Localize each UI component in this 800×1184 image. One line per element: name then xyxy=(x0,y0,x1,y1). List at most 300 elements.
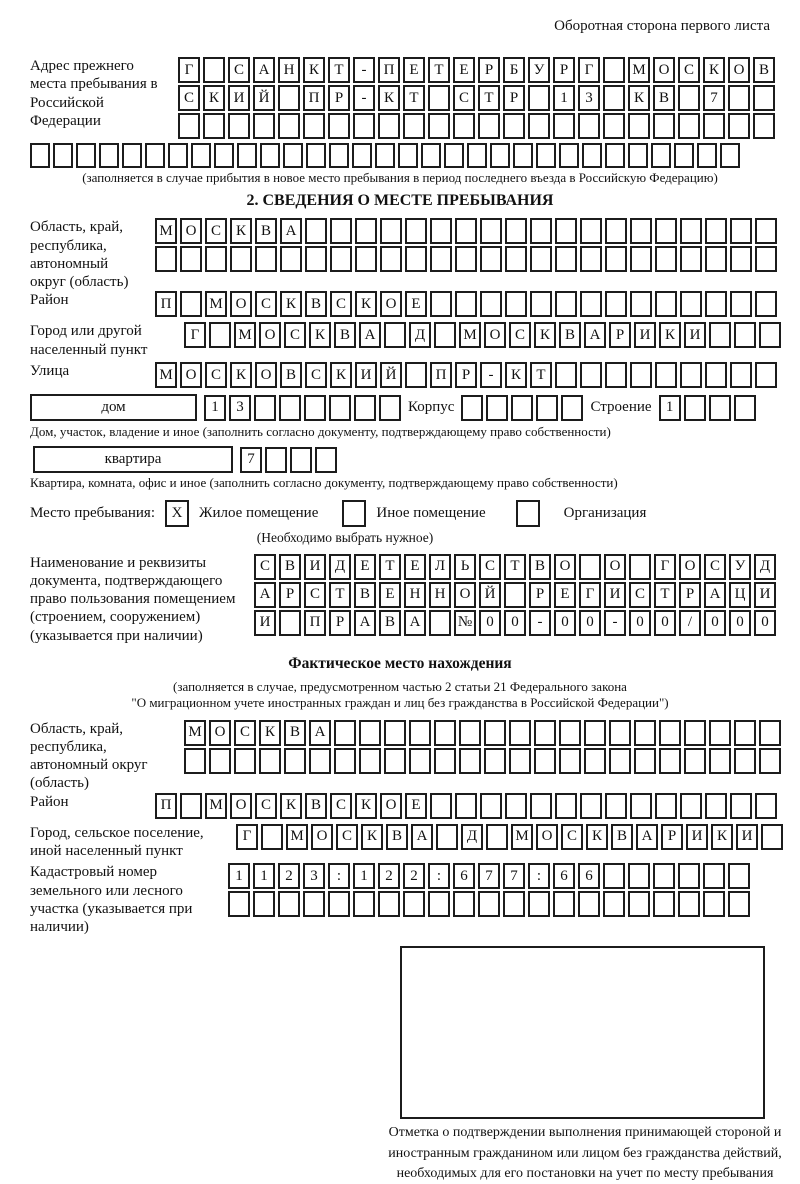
char-box[interactable] xyxy=(705,246,727,272)
checkbox-residential[interactable]: X xyxy=(165,500,189,527)
checkbox-organization[interactable] xyxy=(516,500,540,527)
char-box[interactable] xyxy=(511,395,533,421)
char-box[interactable]: В xyxy=(653,85,675,111)
char-box[interactable] xyxy=(436,824,458,850)
char-box[interactable] xyxy=(553,891,575,917)
char-box[interactable] xyxy=(680,793,702,819)
char-box[interactable] xyxy=(434,748,456,774)
char-box[interactable] xyxy=(384,748,406,774)
char-box[interactable]: К xyxy=(505,362,527,388)
char-box[interactable] xyxy=(354,395,376,421)
char-box[interactable]: Е xyxy=(404,554,426,580)
char-box[interactable]: Т xyxy=(654,582,676,608)
char-box[interactable]: В xyxy=(611,824,633,850)
char-box[interactable]: Ь xyxy=(454,554,476,580)
char-box[interactable]: А xyxy=(359,322,381,348)
char-box[interactable]: Е xyxy=(379,582,401,608)
char-box[interactable]: Р xyxy=(279,582,301,608)
char-box[interactable]: Р xyxy=(679,582,701,608)
char-box[interactable] xyxy=(490,143,510,168)
char-box[interactable]: К xyxy=(259,720,281,746)
char-box[interactable] xyxy=(330,246,352,272)
char-box[interactable] xyxy=(674,143,694,168)
char-box[interactable] xyxy=(684,748,706,774)
char-box[interactable] xyxy=(630,362,652,388)
char-box[interactable]: С xyxy=(304,582,326,608)
char-box[interactable] xyxy=(191,143,211,168)
char-box[interactable] xyxy=(709,720,731,746)
char-box[interactable]: А xyxy=(354,610,376,636)
char-box[interactable] xyxy=(234,748,256,774)
char-box[interactable]: Р xyxy=(329,610,351,636)
char-box[interactable] xyxy=(709,748,731,774)
char-box[interactable] xyxy=(709,322,731,348)
char-box[interactable] xyxy=(453,113,475,139)
char-box[interactable] xyxy=(375,143,395,168)
char-box[interactable]: Б xyxy=(503,57,525,83)
char-box[interactable] xyxy=(605,291,627,317)
char-box[interactable] xyxy=(99,143,119,168)
char-box[interactable]: Т xyxy=(379,554,401,580)
char-box[interactable] xyxy=(755,246,777,272)
char-box[interactable]: О xyxy=(311,824,333,850)
char-box[interactable] xyxy=(684,720,706,746)
char-box[interactable] xyxy=(467,143,487,168)
char-box[interactable]: И xyxy=(254,610,276,636)
char-box[interactable] xyxy=(53,143,73,168)
char-box[interactable]: Г xyxy=(578,57,600,83)
char-box[interactable] xyxy=(260,143,280,168)
char-box[interactable] xyxy=(168,143,188,168)
char-box[interactable] xyxy=(728,113,750,139)
char-box[interactable]: 1 xyxy=(353,863,375,889)
char-box[interactable]: П xyxy=(304,610,326,636)
char-box[interactable]: В xyxy=(305,291,327,317)
char-box[interactable]: К xyxy=(230,218,252,244)
char-box[interactable]: О xyxy=(728,57,750,83)
char-box[interactable]: - xyxy=(353,85,375,111)
char-box[interactable] xyxy=(651,143,671,168)
char-box[interactable] xyxy=(705,218,727,244)
char-box[interactable]: И xyxy=(684,322,706,348)
char-box[interactable] xyxy=(315,447,337,473)
char-box[interactable] xyxy=(530,291,552,317)
char-box[interactable]: Г xyxy=(236,824,258,850)
char-box[interactable]: - xyxy=(480,362,502,388)
char-box[interactable] xyxy=(730,246,752,272)
char-box[interactable]: О xyxy=(230,793,252,819)
char-box[interactable] xyxy=(330,218,352,244)
char-box[interactable] xyxy=(734,395,756,421)
char-box[interactable]: Р xyxy=(609,322,631,348)
char-box[interactable] xyxy=(265,447,287,473)
char-box[interactable] xyxy=(629,554,651,580)
char-box[interactable]: О xyxy=(454,582,476,608)
char-box[interactable] xyxy=(352,143,372,168)
char-box[interactable]: № xyxy=(454,610,476,636)
char-box[interactable] xyxy=(582,143,602,168)
char-box[interactable]: 0 xyxy=(579,610,601,636)
char-box[interactable] xyxy=(555,246,577,272)
char-box[interactable] xyxy=(353,113,375,139)
char-box[interactable] xyxy=(605,143,625,168)
char-box[interactable]: С xyxy=(704,554,726,580)
char-box[interactable]: Ц xyxy=(729,582,751,608)
char-box[interactable] xyxy=(484,720,506,746)
char-box[interactable] xyxy=(553,113,575,139)
char-box[interactable] xyxy=(122,143,142,168)
char-box[interactable] xyxy=(503,891,525,917)
char-box[interactable]: М xyxy=(234,322,256,348)
char-box[interactable] xyxy=(228,113,250,139)
char-box[interactable]: Р xyxy=(478,57,500,83)
char-box[interactable]: О xyxy=(380,793,402,819)
char-box[interactable]: 6 xyxy=(453,863,475,889)
char-box[interactable]: А xyxy=(636,824,658,850)
char-box[interactable] xyxy=(555,362,577,388)
char-box[interactable] xyxy=(209,322,231,348)
char-box[interactable] xyxy=(403,891,425,917)
char-box[interactable] xyxy=(728,85,750,111)
char-box[interactable] xyxy=(180,291,202,317)
char-box[interactable] xyxy=(359,748,381,774)
char-box[interactable] xyxy=(703,863,725,889)
char-box[interactable] xyxy=(278,85,300,111)
char-box[interactable]: М xyxy=(155,362,177,388)
char-box[interactable]: П xyxy=(430,362,452,388)
char-box[interactable] xyxy=(580,218,602,244)
char-box[interactable]: С xyxy=(228,57,250,83)
char-box[interactable] xyxy=(505,291,527,317)
char-box[interactable]: 0 xyxy=(754,610,776,636)
char-box[interactable]: 1 xyxy=(659,395,681,421)
char-box[interactable]: М xyxy=(286,824,308,850)
char-box[interactable] xyxy=(421,143,441,168)
char-box[interactable]: С xyxy=(254,554,276,580)
char-box[interactable] xyxy=(329,395,351,421)
char-box[interactable] xyxy=(259,748,281,774)
char-box[interactable] xyxy=(230,246,252,272)
char-box[interactable]: - xyxy=(529,610,551,636)
char-box[interactable]: С xyxy=(453,85,475,111)
char-box[interactable]: А xyxy=(404,610,426,636)
char-box[interactable] xyxy=(755,793,777,819)
char-box[interactable] xyxy=(459,720,481,746)
char-box[interactable]: К xyxy=(628,85,650,111)
char-box[interactable] xyxy=(505,793,527,819)
char-box[interactable] xyxy=(534,720,556,746)
char-box[interactable] xyxy=(380,218,402,244)
char-box[interactable] xyxy=(530,246,552,272)
char-box[interactable] xyxy=(444,143,464,168)
char-box[interactable] xyxy=(680,291,702,317)
char-box[interactable] xyxy=(536,143,556,168)
char-box[interactable] xyxy=(755,218,777,244)
char-box[interactable]: Д xyxy=(461,824,483,850)
char-box[interactable]: А xyxy=(309,720,331,746)
char-box[interactable]: 6 xyxy=(553,863,575,889)
char-box[interactable] xyxy=(434,322,456,348)
char-box[interactable]: В xyxy=(305,793,327,819)
char-box[interactable]: О xyxy=(380,291,402,317)
char-box[interactable] xyxy=(578,891,600,917)
char-box[interactable] xyxy=(505,218,527,244)
char-box[interactable] xyxy=(528,891,550,917)
char-box[interactable]: В xyxy=(379,610,401,636)
char-box[interactable] xyxy=(559,720,581,746)
char-box[interactable] xyxy=(455,218,477,244)
char-box[interactable] xyxy=(580,246,602,272)
char-box[interactable]: 3 xyxy=(578,85,600,111)
char-box[interactable]: 1 xyxy=(553,85,575,111)
char-box[interactable] xyxy=(178,113,200,139)
char-box[interactable] xyxy=(329,143,349,168)
char-box[interactable]: В xyxy=(255,218,277,244)
char-box[interactable]: Л xyxy=(429,554,451,580)
char-box[interactable] xyxy=(559,143,579,168)
char-box[interactable] xyxy=(209,748,231,774)
char-box[interactable] xyxy=(653,891,675,917)
char-box[interactable]: Т xyxy=(478,85,500,111)
char-box[interactable] xyxy=(76,143,96,168)
char-box[interactable]: В xyxy=(279,554,301,580)
house-field[interactable] xyxy=(30,394,197,421)
char-box[interactable] xyxy=(278,113,300,139)
char-box[interactable] xyxy=(584,748,606,774)
char-box[interactable]: К xyxy=(355,793,377,819)
char-box[interactable]: Г xyxy=(184,322,206,348)
char-box[interactable] xyxy=(678,85,700,111)
char-box[interactable] xyxy=(680,218,702,244)
char-box[interactable]: М xyxy=(155,218,177,244)
char-box[interactable] xyxy=(253,891,275,917)
char-box[interactable] xyxy=(561,395,583,421)
char-box[interactable] xyxy=(603,57,625,83)
char-box[interactable] xyxy=(334,748,356,774)
char-box[interactable]: О xyxy=(604,554,626,580)
char-box[interactable] xyxy=(205,246,227,272)
char-box[interactable] xyxy=(279,395,301,421)
char-box[interactable] xyxy=(430,218,452,244)
char-box[interactable] xyxy=(605,793,627,819)
char-box[interactable] xyxy=(430,793,452,819)
char-box[interactable]: Д xyxy=(754,554,776,580)
char-box[interactable] xyxy=(730,362,752,388)
char-box[interactable] xyxy=(603,85,625,111)
char-box[interactable]: Е xyxy=(354,554,376,580)
char-box[interactable] xyxy=(630,246,652,272)
char-box[interactable]: 0 xyxy=(479,610,501,636)
char-box[interactable] xyxy=(609,748,631,774)
char-box[interactable] xyxy=(678,891,700,917)
char-box[interactable] xyxy=(578,113,600,139)
char-box[interactable]: К xyxy=(659,322,681,348)
char-box[interactable]: С xyxy=(305,362,327,388)
char-box[interactable] xyxy=(405,246,427,272)
char-box[interactable]: К xyxy=(703,57,725,83)
char-box[interactable]: К xyxy=(355,291,377,317)
char-box[interactable] xyxy=(509,720,531,746)
char-box[interactable] xyxy=(653,113,675,139)
char-box[interactable] xyxy=(734,720,756,746)
char-box[interactable]: К xyxy=(534,322,556,348)
char-box[interactable]: В xyxy=(529,554,551,580)
char-box[interactable] xyxy=(655,246,677,272)
char-box[interactable] xyxy=(304,395,326,421)
char-box[interactable]: В xyxy=(354,582,376,608)
char-box[interactable]: О xyxy=(255,362,277,388)
char-box[interactable]: М xyxy=(628,57,650,83)
char-box[interactable] xyxy=(409,748,431,774)
char-box[interactable]: 1 xyxy=(228,863,250,889)
char-box[interactable] xyxy=(214,143,234,168)
char-box[interactable] xyxy=(653,863,675,889)
char-box[interactable]: 2 xyxy=(403,863,425,889)
char-box[interactable]: М xyxy=(511,824,533,850)
char-box[interactable] xyxy=(428,85,450,111)
char-box[interactable]: - xyxy=(353,57,375,83)
char-box[interactable]: - xyxy=(604,610,626,636)
char-box[interactable] xyxy=(509,748,531,774)
char-box[interactable] xyxy=(486,395,508,421)
char-box[interactable] xyxy=(478,891,500,917)
char-box[interactable]: И xyxy=(228,85,250,111)
char-box[interactable] xyxy=(253,113,275,139)
char-box[interactable]: К xyxy=(303,57,325,83)
char-box[interactable] xyxy=(759,720,781,746)
char-box[interactable]: И xyxy=(355,362,377,388)
char-box[interactable]: П xyxy=(378,57,400,83)
char-box[interactable] xyxy=(405,362,427,388)
char-box[interactable]: У xyxy=(528,57,550,83)
char-box[interactable] xyxy=(734,322,756,348)
char-box[interactable] xyxy=(628,113,650,139)
char-box[interactable] xyxy=(659,720,681,746)
char-box[interactable]: К xyxy=(203,85,225,111)
char-box[interactable]: С xyxy=(330,291,352,317)
char-box[interactable]: Р xyxy=(503,85,525,111)
char-box[interactable]: С xyxy=(509,322,531,348)
char-box[interactable]: К xyxy=(378,85,400,111)
char-box[interactable]: О xyxy=(209,720,231,746)
char-box[interactable] xyxy=(480,793,502,819)
char-box[interactable] xyxy=(453,891,475,917)
char-box[interactable] xyxy=(203,57,225,83)
char-box[interactable] xyxy=(680,246,702,272)
char-box[interactable]: С xyxy=(330,793,352,819)
char-box[interactable] xyxy=(684,395,706,421)
char-box[interactable] xyxy=(528,85,550,111)
char-box[interactable] xyxy=(428,113,450,139)
char-box[interactable]: В xyxy=(334,322,356,348)
char-box[interactable]: К xyxy=(711,824,733,850)
char-box[interactable]: М xyxy=(205,291,227,317)
char-box[interactable]: И xyxy=(754,582,776,608)
char-box[interactable] xyxy=(680,362,702,388)
char-box[interactable]: Е xyxy=(405,793,427,819)
char-box[interactable] xyxy=(580,291,602,317)
char-box[interactable]: 0 xyxy=(554,610,576,636)
char-box[interactable] xyxy=(334,720,356,746)
char-box[interactable] xyxy=(705,291,727,317)
char-box[interactable] xyxy=(755,362,777,388)
char-box[interactable]: 2 xyxy=(378,863,400,889)
char-box[interactable] xyxy=(237,143,257,168)
char-box[interactable] xyxy=(145,143,165,168)
char-box[interactable] xyxy=(655,793,677,819)
char-box[interactable]: Д xyxy=(329,554,351,580)
char-box[interactable] xyxy=(759,748,781,774)
char-box[interactable] xyxy=(755,291,777,317)
char-box[interactable] xyxy=(528,113,550,139)
char-box[interactable] xyxy=(478,113,500,139)
char-box[interactable] xyxy=(753,85,775,111)
char-box[interactable] xyxy=(728,891,750,917)
char-box[interactable] xyxy=(728,863,750,889)
char-box[interactable] xyxy=(455,246,477,272)
char-box[interactable]: : xyxy=(428,863,450,889)
char-box[interactable]: 7 xyxy=(703,85,725,111)
char-box[interactable] xyxy=(328,113,350,139)
char-box[interactable] xyxy=(655,291,677,317)
char-box[interactable]: 7 xyxy=(503,863,525,889)
char-box[interactable]: Е xyxy=(403,57,425,83)
char-box[interactable]: К xyxy=(309,322,331,348)
char-box[interactable] xyxy=(480,291,502,317)
char-box[interactable] xyxy=(678,113,700,139)
char-box[interactable] xyxy=(609,720,631,746)
char-box[interactable] xyxy=(305,218,327,244)
char-box[interactable]: 7 xyxy=(240,447,262,473)
char-box[interactable] xyxy=(555,793,577,819)
char-box[interactable] xyxy=(605,218,627,244)
char-box[interactable]: А xyxy=(584,322,606,348)
char-box[interactable] xyxy=(384,322,406,348)
char-box[interactable] xyxy=(630,291,652,317)
char-box[interactable]: Н xyxy=(429,582,451,608)
char-box[interactable]: А xyxy=(411,824,433,850)
char-box[interactable]: Р xyxy=(328,85,350,111)
char-box[interactable]: Д xyxy=(409,322,431,348)
char-box[interactable] xyxy=(605,246,627,272)
char-box[interactable]: П xyxy=(155,793,177,819)
char-box[interactable]: Т xyxy=(504,554,526,580)
char-box[interactable]: А xyxy=(253,57,275,83)
char-box[interactable]: 0 xyxy=(504,610,526,636)
char-box[interactable] xyxy=(584,720,606,746)
char-box[interactable] xyxy=(434,720,456,746)
char-box[interactable]: В xyxy=(284,720,306,746)
char-box[interactable]: С xyxy=(234,720,256,746)
char-box[interactable] xyxy=(480,246,502,272)
char-box[interactable] xyxy=(703,113,725,139)
char-box[interactable] xyxy=(555,291,577,317)
char-box[interactable]: В xyxy=(280,362,302,388)
char-box[interactable]: Т xyxy=(428,57,450,83)
char-box[interactable] xyxy=(303,113,325,139)
char-box[interactable]: А xyxy=(254,582,276,608)
char-box[interactable] xyxy=(355,246,377,272)
char-box[interactable] xyxy=(278,891,300,917)
char-box[interactable]: 6 xyxy=(578,863,600,889)
char-box[interactable] xyxy=(309,748,331,774)
char-box[interactable] xyxy=(709,395,731,421)
char-box[interactable] xyxy=(283,143,303,168)
char-box[interactable] xyxy=(655,218,677,244)
char-box[interactable] xyxy=(579,554,601,580)
char-box[interactable]: П xyxy=(303,85,325,111)
char-box[interactable]: Е xyxy=(554,582,576,608)
